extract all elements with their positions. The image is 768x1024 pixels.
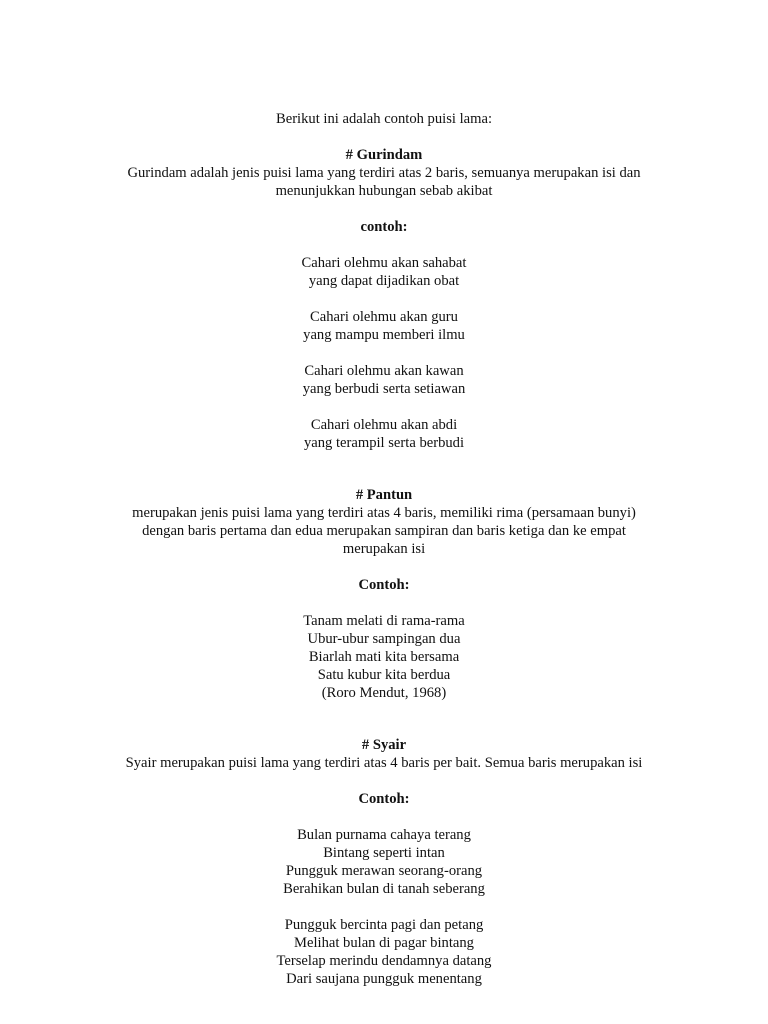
- syair-example-label: Contoh:: [358, 791, 410, 807]
- syair-stanza-2-line-3: Terselap merindu dendamnya datang: [276, 953, 492, 969]
- gurindam-stanza-1-line-1: Cahari olehmu akan sahabat: [301, 255, 467, 271]
- gurindam-stanza-2-line-1: Cahari olehmu akan guru: [310, 309, 458, 325]
- pantun-citation: (Roro Mendut, 1968): [321, 685, 447, 701]
- syair-stanza-2-line-4: Dari saujana pungguk menentang: [286, 971, 482, 987]
- pantun-description-line-3: merupakan isi: [342, 541, 426, 557]
- gurindam-heading: # Gurindam: [345, 147, 423, 163]
- syair-stanza-1-line-2: Bintang seperti intan: [323, 845, 445, 861]
- pantun-line-3: Biarlah mati kita bersama: [308, 649, 460, 665]
- gurindam-description-line-1: Gurindam adalah jenis puisi lama yang terdiri atas 2 baris, semuanya merupakan isi dan: [127, 165, 641, 181]
- pantun-description-line-2: dengan baris pertama dan edua merupakan sampiran dan baris ketiga dan ke empat: [142, 523, 626, 539]
- intro-text: Berikut ini adalah contoh puisi lama:: [275, 111, 493, 127]
- pantun-line-4: Satu kubur kita berdua: [317, 667, 451, 683]
- gurindam-example-label: contoh:: [360, 219, 408, 235]
- syair-stanza-2-line-2: Melihat bulan di pagar bintang: [294, 935, 474, 951]
- gurindam-stanza-2-line-2: yang mampu memberi ilmu: [303, 327, 465, 343]
- gurindam-stanza-1-line-2: yang dapat dijadikan obat: [308, 273, 460, 289]
- syair-heading: # Syair: [361, 737, 407, 753]
- syair-stanza-1-line-3: Pungguk merawan seorang-orang: [285, 863, 483, 879]
- gurindam-stanza-3-line-2: yang berbudi serta setiawan: [302, 381, 466, 397]
- syair-stanza-1-line-4: Berahikan bulan di tanah seberang: [283, 881, 485, 897]
- pantun-line-2: Ubur-ubur sampingan dua: [307, 631, 461, 647]
- gurindam-description-line-2: menunjukkan hubungan sebab akibat: [275, 183, 493, 199]
- gurindam-stanza-4-line-2: yang terampil serta berbudi: [303, 435, 465, 451]
- syair-stanza-1-line-1: Bulan purnama cahaya terang: [297, 827, 471, 843]
- syair-description-line-1: Syair merupakan puisi lama yang terdiri atas 4 baris per bait. Semua baris merupakan isi: [125, 755, 643, 771]
- pantun-description-line-1: merupakan jenis puisi lama yang terdiri atas 4 baris, memiliki rima (persamaan bunyi): [132, 505, 636, 521]
- pantun-heading: # Pantun: [355, 487, 413, 503]
- syair-stanza-2-line-1: Pungguk bercinta pagi dan petang: [284, 917, 484, 933]
- gurindam-stanza-4-line-1: Cahari olehmu akan abdi: [310, 417, 458, 433]
- pantun-line-1: Tanam melati di rama-rama: [303, 613, 465, 629]
- gurindam-stanza-3-line-1: Cahari olehmu akan kawan: [304, 363, 464, 379]
- pantun-example-label: Contoh:: [358, 577, 410, 593]
